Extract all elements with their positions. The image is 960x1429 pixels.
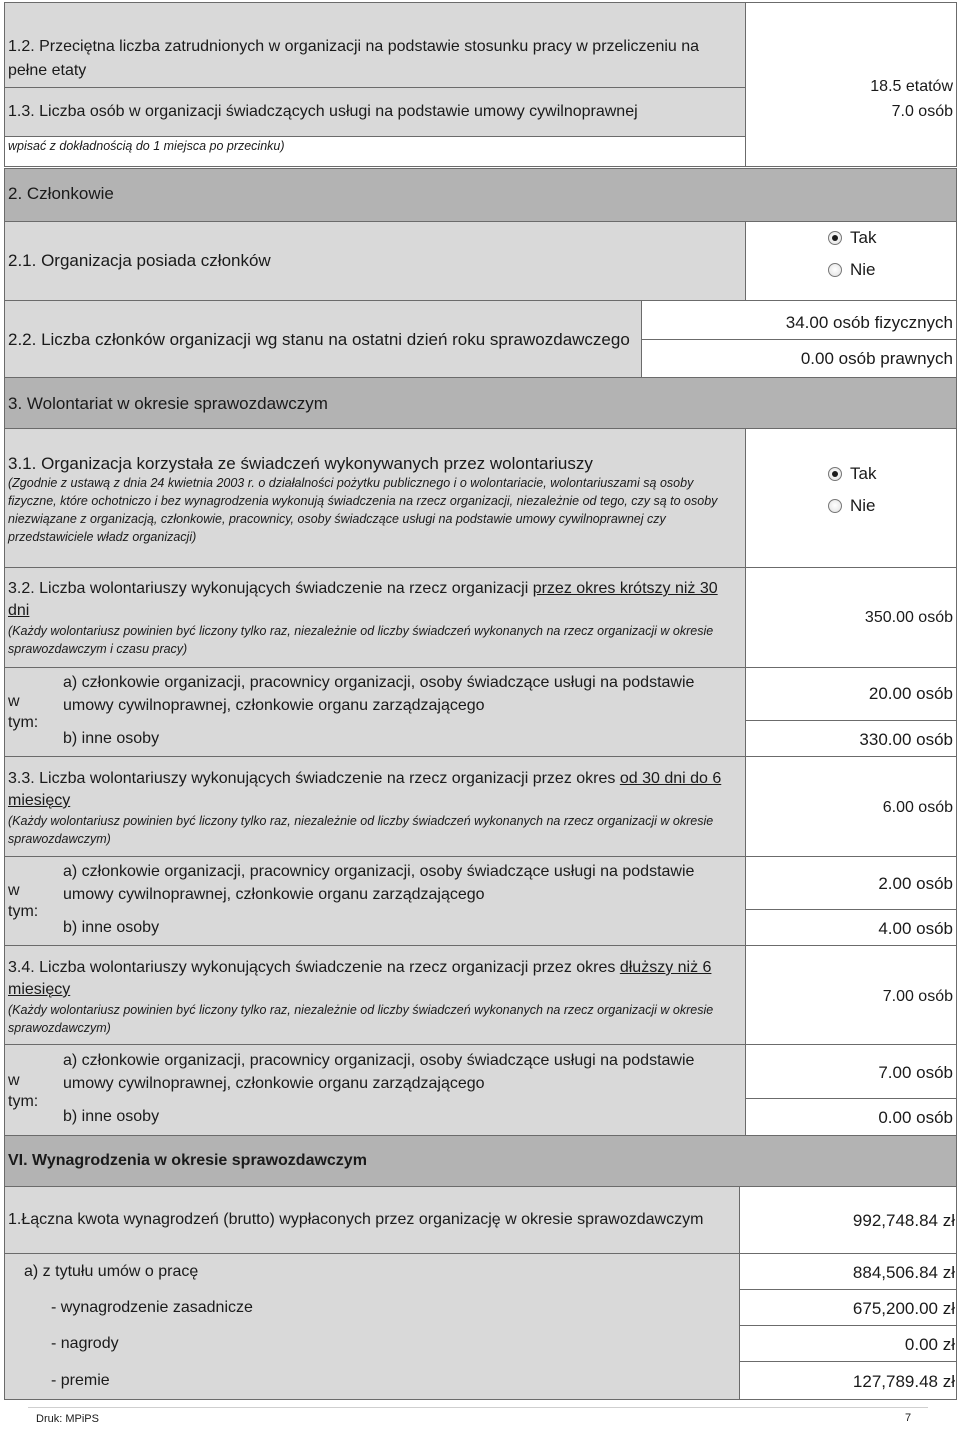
s3-4-label	[8, 959, 711, 977]
s3-4-note: (Każdy wolontariusz powinien być liczony tylko raz, niezależnie od liczby świadczeń wykonanych na rzecz organizacji w okresie sprawozdawczym)	[8, 1003, 714, 1035]
s3-1-note: (Zgodnie z ustawą z dnia 24 kwietnia 2003 r. o działalności pożytku publicznego i o wolontariacie, wolontariuszami są osoby fizyczne, które ochotniczo i bez wynagrodzenia wykonują świadczenia na rzecz organizacji, niezależnie od tego, czy są to osoby niezwiązane z organizacją, członkowie, pracownicy, osoby świadczące usługi na podstawie umowy cywilnoprawnej czy przedstawiciele władz organizacji)	[8, 476, 718, 544]
s6-a-value: 884,506.84 zł	[852, 1263, 955, 1282]
footer-print-label: Druk: MPiPS	[36, 1413, 99, 1425]
section-2-header	[4, 168, 957, 222]
s6-1-label: 1.Łączna kwota wynagrodzeń (brutto) wypłaconych przez organizację w okresie sprawozdawczym	[8, 1211, 704, 1228]
s1-3-label: 1.3. Liczba osób w organizacji świadczących usługi na podstawie umowy cywilnoprawnej	[8, 103, 638, 120]
s6-a3-value: 127,789.48 zł	[852, 1372, 955, 1391]
s3-2-note: (Każdy wolontariusz powinien być liczony tylko raz, niezależnie od liczby świadczeń wykonanych na rzecz organizacji w okresie sprawozdawczym i czasu pracy)	[8, 624, 714, 656]
radio-yes-label: Tak	[850, 464, 877, 483]
s3-4-wtym-t: tym:	[8, 1093, 39, 1110]
radio-no-3-1[interactable]	[828, 496, 876, 516]
s3-3-label-line2: miesięcy	[8, 792, 71, 809]
s6-a2-label: - nagrody	[51, 1335, 119, 1352]
s1-2-label-2: pełne etaty	[8, 62, 87, 79]
s3-2-a-value: 20.00 osób	[868, 684, 953, 703]
radio-unchecked-icon[interactable]	[828, 263, 842, 277]
s3-2-label-line2: dni	[8, 602, 30, 619]
radio-unchecked-icon[interactable]	[828, 499, 842, 513]
s6-a1-value: 675,200.00 zł	[852, 1299, 955, 1318]
s3-2-label	[8, 580, 718, 598]
s3-3-a-line1: a) członkowie organizacji, pracownicy organizacji, osoby świadczące usługi na podstawie	[63, 863, 695, 880]
s3-4-a-value: 7.00 osób	[878, 1063, 953, 1082]
s3-3-a-value: 2.00 osób	[878, 874, 953, 893]
s6-1-value: 992,748.84 zł	[852, 1211, 955, 1230]
radio-no-2-1[interactable]	[828, 260, 876, 280]
radio-checked-icon[interactable]	[828, 467, 842, 481]
s3-3-label-text: 3.3. Liczba wolontariuszy wykonujących świadczenie na rzecz organizacji przez okres	[8, 770, 620, 787]
s3-4-label-underlined: dłuższy niż 6	[619, 959, 712, 976]
s2-2-label: 2.2. Liczba członków organizacji wg stanu na ostatni dzień roku sprawozdawczego	[8, 330, 630, 349]
section-2-title: 2. Członkowie	[8, 184, 114, 203]
s3-2-b-value: 330.00 osób	[859, 730, 953, 749]
s3-4-wtym-w: w	[8, 1072, 20, 1089]
s3-1-label: 3.1. Organizacja korzystała ze świadczeń wykonywanych przez wolontariuszy	[8, 454, 593, 473]
s3-2-value: 350.00 osób	[864, 609, 953, 626]
s3-2-a-line1: a) członkowie organizacji, pracownicy organizacji, osoby świadczące usługi na podstawie	[63, 674, 695, 691]
s2-1-label: 2.1. Organizacja posiada członków	[8, 251, 271, 270]
s2-2-value-1: 34.00 osób fizycznych	[785, 313, 953, 332]
radio-yes-3-1[interactable]	[828, 464, 876, 484]
footer-page-number: 7	[905, 1412, 912, 1424]
radio-yes-label: Tak	[850, 228, 877, 247]
s3-3-b: b) inne osoby	[63, 919, 160, 936]
s3-3-note: (Każdy wolontariusz powinien być liczony tylko raz, niezależnie od liczby świadczeń wykonanych na rzecz organizacji w okresie sprawozdawczym)	[8, 814, 714, 846]
radio-yes-2-1[interactable]	[828, 228, 876, 248]
s1-3-value: 7.0 osób	[891, 103, 953, 120]
s6-a2-value: 0.00 zł	[904, 1335, 955, 1354]
s3-3-label	[8, 770, 721, 788]
s3-4-label-line2: miesięcy	[8, 981, 71, 998]
footer-divider	[28, 1407, 928, 1408]
s6-a-label: a) z tytułu umów o pracę	[24, 1263, 199, 1280]
section-6-title: VI. Wynagrodzenia w okresie sprawozdawczym	[8, 1152, 367, 1169]
s6-a1-label: - wynagrodzenie zasadnicze	[51, 1299, 253, 1316]
s3-3-wtym-w: w	[8, 882, 20, 899]
s3-3-b-value: 4.00 osób	[878, 919, 953, 938]
s3-2-label-text: 3.2. Liczba wolontariuszy wykonujących świadczenie na rzecz organizacji	[8, 580, 533, 597]
s3-2-wtym-w: w	[8, 693, 20, 710]
s3-2-label-underlined: przez okres krótszy niż 30	[532, 580, 718, 597]
s3-4-label-text: 3.4. Liczba wolontariuszy wykonujących świadczenie na rzecz organizacji przez okres	[8, 959, 620, 976]
s3-2-wtym-t: tym:	[8, 714, 39, 731]
s2-2-value-2: 0.00 osób prawnych	[800, 349, 953, 368]
s3-3-value: 6.00 osób	[882, 799, 953, 816]
s3-3-label-underlined: od 30 dni do 6	[619, 770, 722, 787]
s1-2-value: 18.5 etatów	[870, 78, 953, 95]
s3-4-b-value: 0.00 osób	[878, 1108, 953, 1127]
radio-checked-icon[interactable]	[828, 231, 842, 245]
s1-2-label: 1.2. Przeciętna liczba zatrudnionych w organizacji na podstawie stosunku pracy w przeliczeniu na	[8, 38, 700, 55]
s3-4-a-line1: a) członkowie organizacji, pracownicy organizacji, osoby świadczące usługi na podstawie	[63, 1052, 695, 1069]
s3-2-b: b) inne osoby	[63, 730, 160, 747]
s3-3-a-line2: umowy cywilnoprawnej, członkowie organu zarządzającego	[63, 886, 485, 903]
s3-4-a-line2: umowy cywilnoprawnej, członkowie organu zarządzającego	[63, 1075, 485, 1092]
s3-2-a-line2: umowy cywilnoprawnej, członkowie organu zarządzającego	[63, 697, 485, 714]
radio-no-label: Nie	[850, 260, 876, 279]
section-3-title: 3. Wolontariat w okresie sprawozdawczym	[8, 394, 328, 413]
s1-3-note: wpisać z dokładnością do 1 miejsca po przecinku)	[8, 139, 285, 153]
s6-a3-label: - premie	[51, 1372, 110, 1389]
s3-4-b: b) inne osoby	[63, 1108, 160, 1125]
s3-4-value: 7.00 osób	[882, 988, 953, 1005]
s3-3-wtym-t: tym:	[8, 903, 39, 920]
radio-no-label: Nie	[850, 496, 876, 515]
